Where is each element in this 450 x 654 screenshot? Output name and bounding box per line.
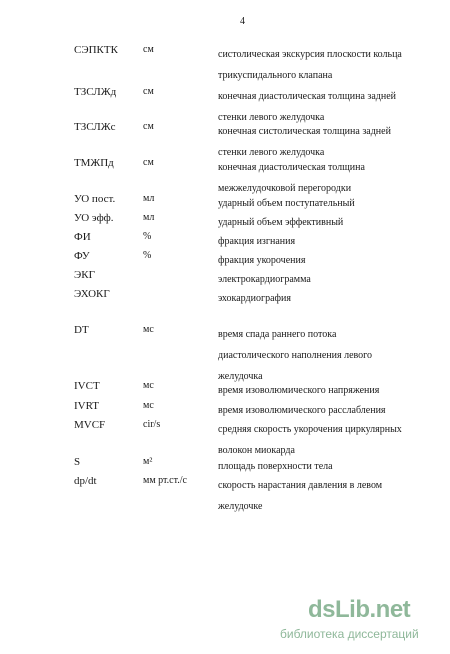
abbreviation-unit: мс xyxy=(143,400,154,411)
watermark-logo xyxy=(280,596,445,646)
abbreviation-term: ЭХОКГ xyxy=(74,288,110,300)
abbreviation-unit: см xyxy=(143,86,154,97)
description-line: ударный объем эффективный xyxy=(218,217,344,228)
description-line: ударный объем поступательный xyxy=(218,198,355,209)
description-line: электрокардиограмма xyxy=(218,274,311,285)
abbreviation-term: ТЗСЛЖд xyxy=(74,86,117,98)
abbreviation-description xyxy=(218,400,443,421)
abbreviation-description xyxy=(218,380,443,401)
abbreviation-row xyxy=(0,288,450,304)
description-line: стенки левого желудочка xyxy=(218,112,325,123)
abbreviation-description xyxy=(218,324,443,387)
abbreviation-term: ТМЖПд xyxy=(74,157,114,169)
abbreviation-term: dp/dt xyxy=(74,475,97,487)
description-line: систолическая экскурсия плоскости кольца xyxy=(218,49,402,60)
abbreviation-description xyxy=(218,250,443,271)
abbreviation-term: S xyxy=(74,456,81,468)
abbreviation-description xyxy=(218,419,443,461)
description-line: фракция изгнания xyxy=(218,236,296,247)
description-line: средняя скорость укорочения циркулярных xyxy=(218,424,402,435)
abbreviation-unit: cir/s xyxy=(143,419,161,430)
abbreviation-unit: % xyxy=(143,231,152,242)
abbreviation-description xyxy=(218,193,443,214)
watermark-subtitle: библиотека диссертаций xyxy=(280,627,419,641)
description-line: время спада раннего потока xyxy=(218,329,337,340)
abbreviation-unit: мм рт.ст./с xyxy=(143,475,187,486)
abbreviation-unit: % xyxy=(143,250,152,261)
abbreviation-row xyxy=(0,212,450,228)
abbreviation-row xyxy=(0,250,450,266)
page-number: 4 xyxy=(240,16,245,27)
abbreviation-row xyxy=(0,86,450,123)
abbreviation-row xyxy=(0,157,450,194)
abbreviation-row xyxy=(0,380,450,396)
description-line: диастолического наполнения левого xyxy=(218,350,373,361)
description-line: эхокардиография xyxy=(218,293,291,304)
abbreviation-row xyxy=(0,121,450,158)
watermark-title: dsLib.net xyxy=(308,596,411,623)
abbreviation-term: ФУ xyxy=(74,250,90,262)
description-line: конечная систолическая толщина задней xyxy=(218,126,391,137)
abbreviation-term: ЭКГ xyxy=(74,269,95,281)
abbreviation-description xyxy=(218,231,443,252)
abbreviation-row xyxy=(0,44,450,81)
abbreviation-term: DT xyxy=(74,324,89,336)
abbreviation-term: ТЗСЛЖс xyxy=(74,121,116,133)
abbreviation-unit: мс xyxy=(143,324,154,335)
abbreviation-description xyxy=(218,456,443,477)
abbreviation-description xyxy=(218,269,443,290)
description-line: скорость нарастания давления в левом xyxy=(218,480,383,491)
description-line: волокон миокарда xyxy=(218,445,295,456)
abbreviation-unit: см xyxy=(143,44,154,55)
description-line: желудочка xyxy=(218,371,263,382)
description-line: желудочке xyxy=(218,501,263,512)
abbreviation-row xyxy=(0,269,450,285)
description-line: фракция укорочения xyxy=(218,255,306,266)
abbreviation-row xyxy=(0,231,450,247)
description-line: конечная диастолическая толщина xyxy=(218,162,365,173)
abbreviation-unit: мс xyxy=(143,380,154,391)
abbreviation-row xyxy=(0,193,450,209)
description-line: стенки левого желудочка xyxy=(218,147,325,158)
abbreviation-unit: мл xyxy=(143,193,155,204)
abbreviation-unit: см xyxy=(143,121,154,132)
description-line: трикуспидального клапана xyxy=(218,70,333,81)
description-line: межжелудочковой перегородки xyxy=(218,183,352,194)
abbreviation-unit: см xyxy=(143,157,154,168)
abbreviation-row xyxy=(0,324,450,382)
abbreviation-term: MVCF xyxy=(74,419,106,431)
abbreviation-row xyxy=(0,419,450,456)
abbreviation-term: СЭПКТК xyxy=(74,44,118,56)
abbreviation-term: УО эфф. xyxy=(74,212,114,224)
abbreviation-row xyxy=(0,400,450,416)
abbreviation-unit: мл xyxy=(143,212,155,223)
abbreviation-term: ФИ xyxy=(74,231,91,243)
description-line: площадь поверхности тела xyxy=(218,461,333,472)
abbreviation-description xyxy=(218,475,443,517)
description-line: время изоволюмического напряжения xyxy=(218,385,380,396)
abbreviation-term: IVCT xyxy=(74,380,100,392)
abbreviation-description xyxy=(218,288,443,309)
description-line: время изоволюмического расслабления xyxy=(218,405,386,416)
abbreviation-row xyxy=(0,456,450,472)
description-line: конечная диастолическая толщина задней xyxy=(218,91,397,102)
abbreviation-term: УО пост. xyxy=(74,193,116,205)
abbreviation-unit: м² xyxy=(143,456,153,467)
abbreviation-description xyxy=(218,212,443,233)
abbreviation-description xyxy=(218,44,443,86)
abbreviation-row xyxy=(0,475,450,512)
abbreviation-term: IVRT xyxy=(74,400,100,412)
